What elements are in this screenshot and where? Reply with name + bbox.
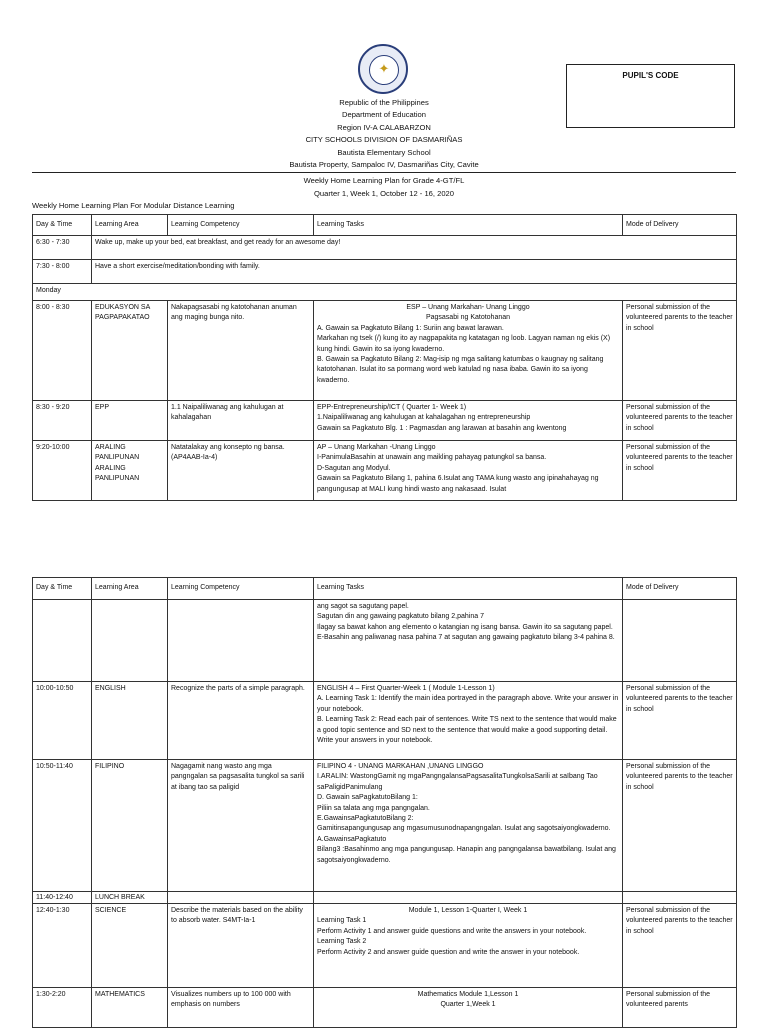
task-line: A. Learning Task 1: Identify the main idea portrayed in the paragraph above. Write your answer in your notebook. <box>317 695 619 713</box>
task-line: I.ARALIN: WastongGamit ng mgaPangngalansaPagsasalitaTungkolsaSarili at saIbang Tao saPaligidPanimulang <box>317 773 598 791</box>
table-row <box>33 441 737 501</box>
task-title: ESP – Unang Markahan- Unang Linggo <box>406 304 530 311</box>
col-header-learning-competency: Learning Competency <box>168 215 314 236</box>
lunch-row <box>33 892 737 904</box>
table-row <box>33 904 737 988</box>
task-line: Gamitinsapangungusap ang mgasumusunodnapangngalan. Isulat ang sagotsaiyongkwaderno. <box>317 825 611 833</box>
task-line: B. Learning Task 2: Read each pair of sentences. Write TS next to the sentence that would make a good topic sentence and SD next to the sentence that would make a good supporting detail. Write your answers in your notebook. <box>317 716 617 745</box>
row-competency: Describe the materials based on the ability to absorb water. S4MT-Ia-1 <box>168 904 314 988</box>
weekly-plan-label: Weekly Home Learning Plan For Modular Distance Learning <box>32 201 235 210</box>
table-row <box>33 760 737 892</box>
task-line: AP – Unang Markahan -Unang Linggo <box>317 444 436 451</box>
table-row <box>33 301 737 401</box>
row-time: 6:30 - 7:30 <box>33 236 92 260</box>
row-mode-of-delivery: Personal submission of the volunteered parents to the teacher in school <box>623 301 737 401</box>
row-learning-area: ENGLISH <box>92 682 168 760</box>
seal-star-icon: ✦ <box>378 61 390 76</box>
header-region: Region IV-A CALABARZON <box>337 122 431 132</box>
task-line: E.GawainsaPagkatutoBilang 2: <box>317 815 414 823</box>
task-line: D-Sagutan ang Modyul. <box>317 464 391 472</box>
row-activity: Wake up, make up your bed, eat breakfast, and get ready for an awesome day! <box>92 236 737 260</box>
task-line: D. Gawain saPagkatutoBilang 1: <box>317 794 418 802</box>
task-line: ang sagot sa sagutang papel. <box>317 603 409 610</box>
col-header-mode-of-delivery: Mode of Delivery <box>623 215 737 236</box>
task-line: Learning Task 2 <box>317 938 367 946</box>
mode-clip: Personal submission of the volunteered parents to the teacher in school <box>626 404 733 432</box>
row-time: 9:20-10:00 <box>33 441 92 501</box>
plan-quarter-week: Quarter 1, Week 1, October 12 - 16, 2020 <box>314 188 454 198</box>
row-mode-of-delivery: Personal submission of the volunteered parents to the teacher in school <box>623 760 737 892</box>
plan-title: Weekly Home Learning Plan for Grade 4-GT/FL <box>303 176 465 185</box>
table-header-row <box>33 578 737 600</box>
task-line: I-PanimulaBasahin at unawain ang maikling pahayag patungkol sa bansa. <box>317 454 547 462</box>
row-time: 10:00-10:50 <box>33 682 92 760</box>
row-time: 1:30-2:20 <box>33 988 92 1028</box>
task-line: Markahan ng tsek (/) kung ito ay nagpapakita ng katatagan ng loob. Lagyan naman ng ekis (X) kung hindi. Gawin ito sa iyong kwaderno. <box>317 335 611 353</box>
pupil-code-label: PUPIL'S CODE <box>622 71 679 80</box>
task-line: 1.Naipaliliwanag ang kahulugan at kahalagahan ng entrepreneurship <box>317 414 531 422</box>
row-tasks <box>314 988 623 1028</box>
task-line: Bilang3 :Basahinmo ang mga pangungusap. Hanapin ang pangngalansa bawatbilang. Isulat ang sagotsaiyongkwaderno. <box>317 846 616 864</box>
row-time: 12:40-1:30 <box>33 904 92 988</box>
header-republic: Republic of the Philippines <box>339 98 429 107</box>
seal-inner-ring <box>369 55 399 85</box>
row-mode-of-delivery: Personal submission of the volunteered parents <box>623 988 737 1028</box>
task-line: EPP-Entrepreneurship/ICT ( Quarter 1- Week 1) <box>317 404 467 411</box>
row-learning-area: EDUKASYON SA PAGPAPAKATAO <box>92 301 168 401</box>
row-time-empty <box>33 600 92 682</box>
task-line: Sagutan din ang gawaing pagkatuto bilang 2,pahina 7 <box>317 613 484 621</box>
task-line: A. Gawain sa Pagkatuto Bilang 1: Suriin ang bawat larawan. <box>317 324 504 332</box>
row-mode-of-delivery: Personal submission of the volunteered parents to the teacher in school <box>623 904 737 988</box>
col-header-mode-of-delivery: Mode of Delivery <box>623 578 737 600</box>
row-tasks <box>314 301 623 401</box>
task-line: Gawain sa Pagkatuto Bilang 1, pahina 6.Isulat ang TAMA kung wasto ang ipinahahayag ng pangungusap at MALI kung hindi wasto ang nakasaad. Isulat <box>317 475 599 493</box>
task-line: Ilagay sa bawat kahon ang elemento o katangian ng isang bansa. Gawin ito sa sagutang papel. <box>317 623 613 631</box>
table-row <box>33 260 737 284</box>
row-competency: Recognize the parts of a simple paragraph. <box>168 682 314 760</box>
row-competency-empty <box>168 600 314 682</box>
row-learning-area: SCIENCE <box>92 904 168 988</box>
table-row <box>33 401 737 441</box>
row-mode-of-delivery <box>623 401 737 441</box>
row-learning-area: LUNCH BREAK <box>95 894 145 899</box>
col-header-learning-competency: Learning Competency <box>168 578 314 600</box>
row-competency-cell <box>168 401 314 441</box>
learning-plan-table-1 <box>32 214 737 501</box>
row-competency: Nagagamit nang wasto ang mga pangngalan sa pagsasalita tungkol sa sarili at ibang tao sa paligid <box>168 760 314 892</box>
row-time: 7:30 - 8:00 <box>33 260 92 284</box>
row-competency: Visualizes numbers up to 100 000 with emphasis on numbers <box>168 988 314 1028</box>
row-competency: 1.1 Naipaliliwanag ang kahulugan at kahalagahan <box>171 404 284 422</box>
row-tasks <box>314 682 623 760</box>
table-row <box>33 236 737 260</box>
table-row <box>33 682 737 760</box>
task-subtitle: Pagsasabi ng Katotohanan <box>425 314 511 322</box>
row-activity: Have a short exercise/meditation/bonding with family. <box>92 260 737 284</box>
row-learning-area: ARALING PANLIPUNAN ARALING PANLIPUNAN <box>92 441 168 501</box>
task-title: Mathematics Module 1,Lesson 1 <box>417 991 519 998</box>
row-competency: Natatalakay ang konsepto ng bansa. (AP4AAB-Ia-4) <box>168 441 314 501</box>
task-line: B. Gawain sa Pagkatuto Bilang 2: Mag-isip ng mga salitang katumbas o kaugnay ng salitang katotohanan. Isulat ito sa pormang word web katulad ng nasa ibaba. Gawin ito sa iyong kwaderno. <box>317 356 604 384</box>
document-header <box>0 97 768 171</box>
task-line: Learning Task 1 <box>317 917 367 925</box>
day-label: Monday <box>33 284 737 301</box>
table-row <box>33 600 737 682</box>
row-time: 11:40-12:40 <box>36 894 73 899</box>
row-empty <box>314 892 623 904</box>
row-time: 8:00 - 8:30 <box>33 301 92 401</box>
task-clip <box>317 403 619 434</box>
row-mode-of-delivery: Personal submission of the volunteered parents to the teacher in school <box>623 682 737 760</box>
row-tasks <box>314 600 623 682</box>
col-header-learning-tasks: Learning Tasks <box>314 215 623 236</box>
row-tasks <box>314 904 623 988</box>
task-line: ENGLISH 4 – First Quarter-Week 1 ( Module 1-Lesson 1) <box>317 685 495 692</box>
task-line: Piliin sa talata ang mga pangngalan. <box>317 804 430 812</box>
table-row <box>33 988 737 1028</box>
col-header-learning-area: Learning Area <box>92 578 168 600</box>
row-empty <box>168 892 314 904</box>
day-row <box>33 284 737 301</box>
row-empty <box>623 892 737 904</box>
row-learning-area: MATHEMATICS <box>92 988 168 1028</box>
header-department: Department of Education <box>341 110 426 120</box>
row-learning-area: EPP <box>92 401 168 441</box>
row-competency: Nakapagsasabi ng katotohanan anuman ang maging bunga nito. <box>168 301 314 401</box>
task-line: E-Basahin ang paliwanag nasa pahina 7 at sagutan ang gawaing pagkatuto bilang 3-4 pahina 8. <box>317 634 615 642</box>
task-clip <box>317 443 619 495</box>
row-mode-of-delivery: Personal submission of the volunteered parents to the teacher in school <box>623 441 737 501</box>
row-time: 10:50-11:40 <box>33 760 92 892</box>
header-school: Bautista Elementary School <box>337 147 431 157</box>
col-header-day-time: Day & Time <box>33 215 92 236</box>
col-header-day-time: Day & Time <box>33 578 92 600</box>
row-learning-area: FILIPINO <box>92 760 168 892</box>
header-division: CITY SCHOOLS DIVISION OF DASMARIÑAS <box>305 135 463 145</box>
deped-seal-logo <box>358 44 408 94</box>
row-tasks <box>314 401 623 441</box>
task-line: Perform Activity 2 and answer guide question and write the answer in your notebook. <box>317 948 580 956</box>
plan-heading <box>0 175 768 200</box>
task-title: Module 1, Lesson 1-Quarter I, Week 1 <box>408 907 528 914</box>
task-line: A.GawainsaPagkatuto <box>317 835 387 843</box>
row-time: 8:30 - 9:20 <box>33 401 92 441</box>
row-mode-empty <box>623 600 737 682</box>
col-header-learning-area: Learning Area <box>92 215 168 236</box>
row-time-cell <box>33 892 92 904</box>
table-header-row <box>33 215 737 236</box>
row-learning-area-empty <box>92 600 168 682</box>
task-subtitle: Quarter 1,Week 1 <box>440 1001 496 1009</box>
row-tasks <box>314 441 623 501</box>
row-learning-area-cell <box>92 892 168 904</box>
task-line: Gawain sa Pagkatuto Blg. 1 : Pagmasdan ang larawan at basahin ang kwentong <box>317 424 567 432</box>
row-tasks <box>314 760 623 892</box>
task-line: Perform Activity 1 and answer guide questions and write the answers in your notebook. <box>317 927 587 935</box>
header-divider <box>32 172 736 173</box>
col-header-learning-tasks: Learning Tasks <box>314 578 623 600</box>
header-address: Bautista Property, Sampaloc IV, Dasmariñas City, Cavite <box>289 160 479 170</box>
learning-plan-table-2 <box>32 577 737 1028</box>
task-line: FILIPINO 4 - UNANG MARKAHAN ,UNANG LINGGO <box>317 763 484 770</box>
